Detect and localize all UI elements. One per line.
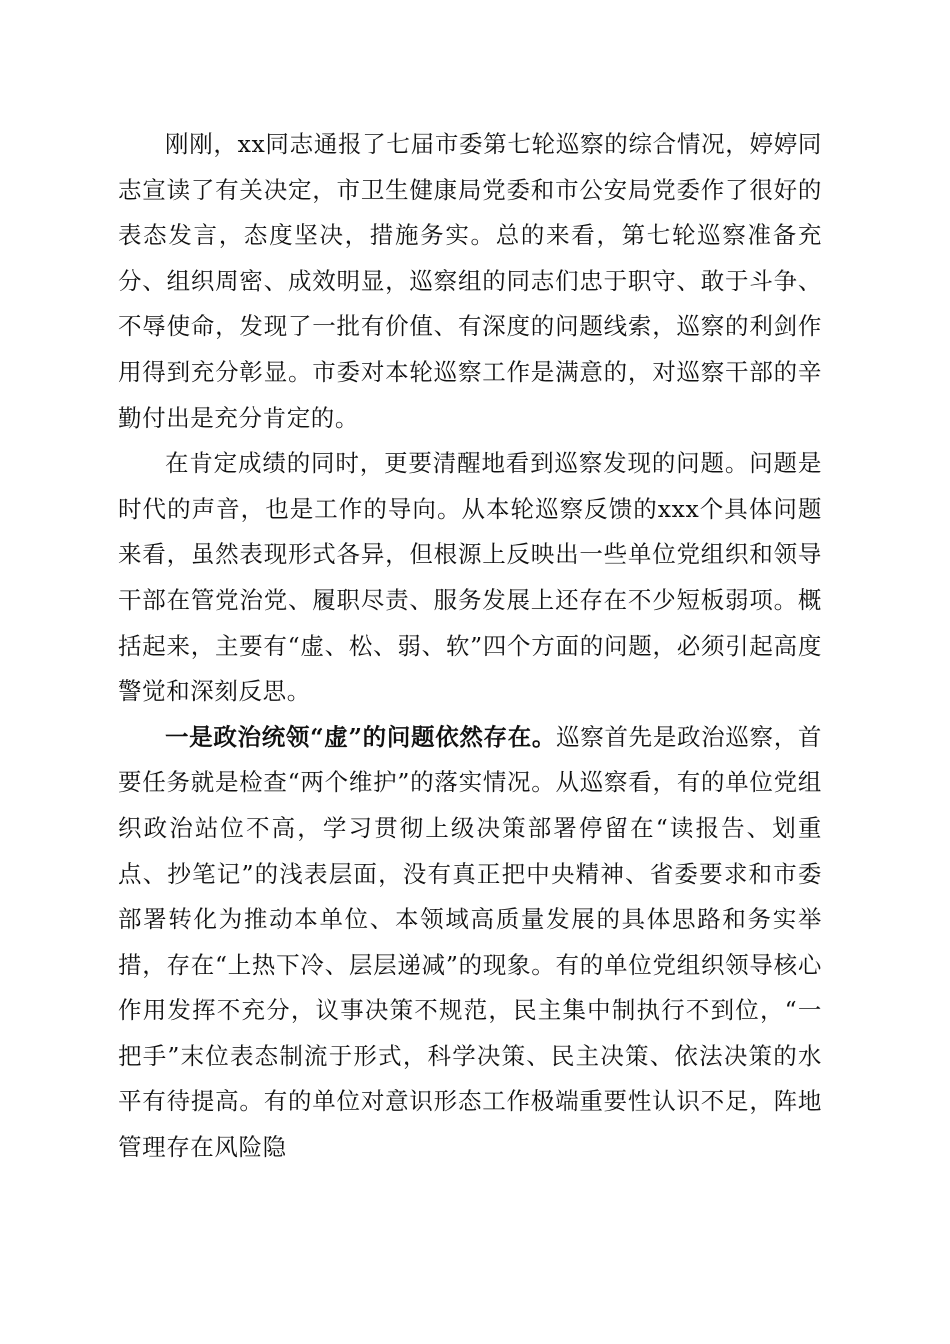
paragraph-1-text: 刚刚，xx同志通报了七届市委第七轮巡察的综合情况，婷婷同志宣读了有关决定，市卫生健康局党委和市公安局党委作了很好的表态发言，态度坚决，措施务实。总的来看，第七轮巡察准备充分、组织周密、成效明显，巡察组的同志们忠于职守、敢于斗争、不辱使命，发现了一批有价值、有深度的问题线索，巡察的利剑作用得到充分彰显。市委对本轮巡察工作是满意的，对巡察干部的辛勤付出是充分肯定的。 xyxy=(118,130,822,432)
paragraph-3-text: 巡察首先是政治巡察，首要任务就是检查“两个维护”的落实情况。从巡察看，有的单位党组织政治站位不高，学习贯彻上级决策部署停留在“读报告、划重点、抄笔记”的浅表层面，没有真正把中央精神、省委要求和市委部署转化为推动本单位、本领域高质量发展的具体思路和务实举措，存在“上热下冷、层层递减”的现象。有的单位党组织领导核心作用发挥不充分，议事决策不规范，民主集中制执行不到位，“一把手”末位表态制流于形式，科学决策、民主决策、依法决策的水平有待提高。有的单位对意识形态工作极端重要性认识不足，阵地管理存在风险隐 xyxy=(118,722,822,1162)
paragraph-1 xyxy=(118,122,822,441)
paragraph-3-lead: 一是政治统领“虚”的问题依然存在。 xyxy=(165,722,557,751)
document-body xyxy=(118,122,822,1171)
paragraph-2-text: 在肯定成绩的同时，更要清醒地看到巡察发现的问题。问题是时代的声音，也是工作的导向。从本轮巡察反馈的xxx个具体问题来看，虽然表现形式各异，但根源上反映出一些单位党组织和领导干部在管党治党、履职尽责、服务发展上还存在不少短板弱项。概括起来，主要有“虚、松、弱、软”四个方面的问题，必须引起高度警觉和深刻反思。 xyxy=(118,449,822,706)
paragraph-3 xyxy=(118,715,822,1171)
paragraph-2 xyxy=(118,441,822,715)
